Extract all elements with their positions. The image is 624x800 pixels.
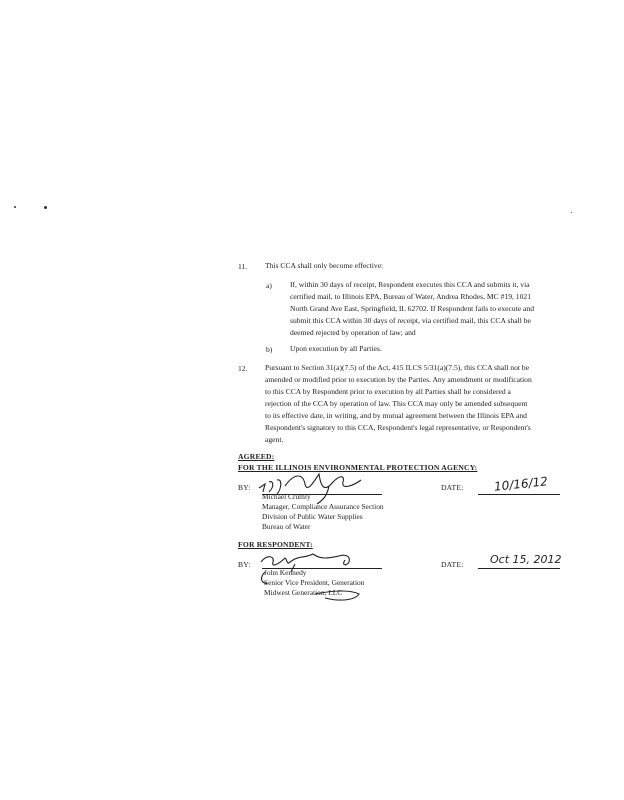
- agency-signer-block: [262, 492, 384, 532]
- item-a-line: If, within 30 days of receipt, Respondent executes this CCA and submits it, via: [290, 280, 530, 289]
- section-11-number: 11.: [238, 262, 248, 271]
- agency-date-line: [478, 494, 560, 495]
- agency-signer-bureau: Bureau of Water: [262, 522, 311, 531]
- agreed-heading: AGREED:: [238, 452, 275, 461]
- respondent-by-label: BY:: [238, 560, 251, 569]
- item-a-line: North Grand Ave East, Springfield, IL 62702. If Respondent fails to execute and: [290, 304, 534, 313]
- item-b-marker: b): [266, 345, 273, 354]
- section-12-line: agent.: [265, 435, 284, 444]
- scan-speck: [571, 212, 572, 213]
- item-a-line: submit this CCA within 30 days of receipt, via certified mail, this CCA shall be: [290, 316, 531, 325]
- agency-signer-name: Michael Crumly: [262, 492, 311, 501]
- agency-heading: FOR THE ILLINOIS ENVIRONMENTAL PROTECTION AGENCY:: [238, 463, 478, 472]
- item-a-line: deemed rejected by operation of law; and: [290, 328, 416, 337]
- section-12-line: amended or modified prior to execution by the Parties. Any amendment or modification: [265, 375, 532, 384]
- agency-signer-title: Manager, Compliance Assurance Section: [262, 502, 384, 511]
- section-12-line: to this CCA by Respondent prior to execution by all Parties shall be considered a: [265, 387, 511, 396]
- respondent-date-label: DATE:: [441, 560, 464, 569]
- respondent-date-value: Oct 15, 2012: [490, 553, 562, 566]
- item-b-text: Upon execution by all Parties.: [290, 344, 382, 353]
- respondent-signer-name: John Kennedy: [264, 568, 307, 577]
- scan-speck: [44, 206, 47, 209]
- section-12-line: rejection of the CCA by operation of law. This CCA may only be amended subsequent: [265, 399, 528, 408]
- section-12-number: 12.: [238, 364, 248, 373]
- item-a-marker: a): [266, 281, 272, 290]
- respondent-date-line: [478, 568, 560, 569]
- respondent-signer-title: Senior Vice President, Generation: [264, 578, 365, 587]
- section-11-lead: This CCA shall only become effective:: [265, 261, 384, 270]
- scan-speck: [14, 206, 16, 208]
- section-12-line: Pursuant to Section 31(a)(7.5) of the Act, 415 ILCS 5/31(a)(7.5), this CCA shall not be: [265, 363, 530, 372]
- agency-date-value: 10/16/12: [493, 474, 549, 494]
- agency-signer-division: Division of Public Water Supplies: [262, 512, 363, 521]
- respondent-heading: FOR RESPONDENT:: [238, 540, 313, 549]
- section-12-line: to its effective date, in writing, and by mutual agreement between the Illinois EPA and: [265, 411, 527, 420]
- item-a-line: certified mail, to Illinois EPA, Bureau of Water, Andrea Rhodes, MC #19, 1021: [290, 292, 531, 301]
- section-12-line: Respondent's signatory to this CCA, Respondent's legal representative, or Respondent's: [265, 423, 531, 432]
- agency-date-label: DATE:: [441, 483, 464, 492]
- respondent-signer-company: Midwest Generation, LLC: [264, 588, 343, 597]
- agency-by-label: BY:: [238, 483, 251, 492]
- respondent-signer-block: [264, 568, 364, 598]
